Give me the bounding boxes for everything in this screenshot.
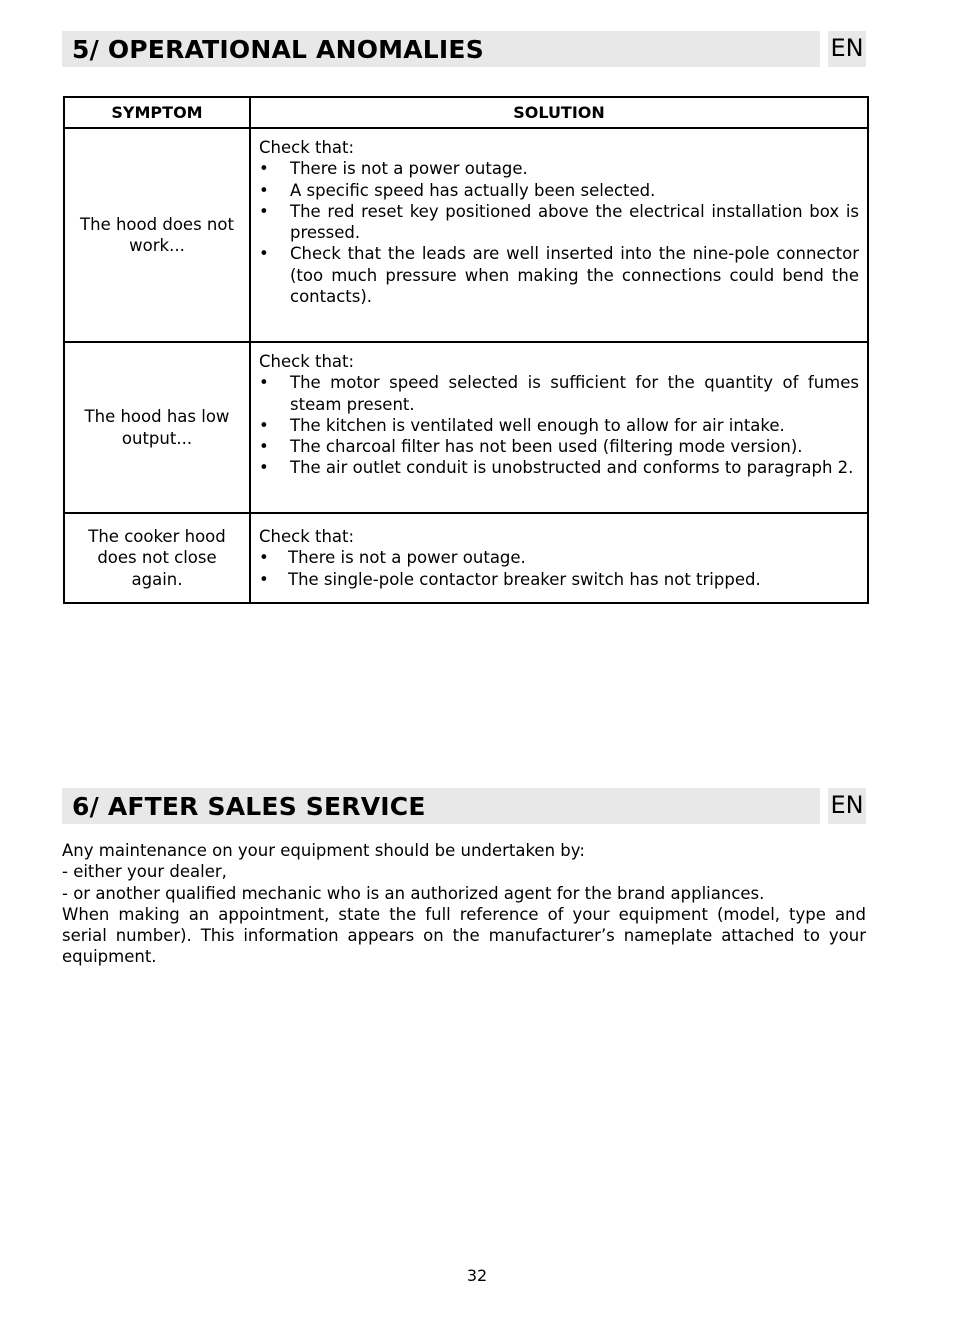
list-item: • The kitchen is ventilated well enough to allow for air intake. bbox=[259, 415, 859, 436]
section-title: 5/ OPERATIONAL ANOMALIES bbox=[62, 31, 820, 67]
symptom-column-header: SYMPTOM bbox=[64, 97, 250, 128]
list-item: • There is not a power outage. bbox=[259, 158, 859, 179]
solution-cell bbox=[250, 513, 868, 603]
solution-column-header: SOLUTION bbox=[250, 97, 868, 128]
section-header-operational-anomalies bbox=[62, 31, 866, 67]
text-line: - or another qualified mechanic who is an authorized agent for the brand appliances. bbox=[62, 883, 765, 903]
list-item: • A specific speed has actually been selected. bbox=[259, 180, 859, 201]
text-line: - either your dealer, bbox=[62, 862, 227, 882]
list-item: • Check that the leads are well inserted into the nine-pole connector (too much pressure when making the connections could bend the contacts). bbox=[259, 243, 859, 307]
table-row bbox=[64, 513, 868, 603]
symptom-cell: The cooker hood does not close again. bbox=[64, 513, 250, 603]
language-badge: EN bbox=[828, 31, 866, 67]
symptom-cell: The hood does not work... bbox=[64, 128, 250, 342]
check-intro: Check that: bbox=[259, 138, 355, 157]
table-row bbox=[64, 128, 868, 342]
language-badge: EN bbox=[828, 788, 866, 824]
solution-cell bbox=[250, 342, 868, 513]
list-item: • The single-pole contactor breaker switch has not tripped. bbox=[259, 569, 859, 590]
list-item: • The air outlet conduit is unobstructed and conforms to paragraph 2. bbox=[259, 457, 859, 478]
text-line: Any maintenance on your equipment should be undertaken by: bbox=[62, 841, 585, 860]
table-header-row bbox=[64, 97, 868, 128]
list-item: • There is not a power outage. bbox=[259, 547, 859, 568]
check-intro: Check that: bbox=[259, 352, 355, 371]
table-row bbox=[64, 342, 868, 513]
solution-cell bbox=[250, 128, 868, 342]
check-intro: Check that: bbox=[259, 527, 355, 547]
section-title: 6/ AFTER SALES SERVICE bbox=[62, 788, 820, 824]
page-number: 32 bbox=[466, 1266, 488, 1285]
solution-list bbox=[259, 372, 859, 478]
text-paragraph: When making an appointment, state the full reference of your equipment (model, type and serial number). This information appears on the manufacturer’s nameplate attached to your equipment. bbox=[62, 904, 866, 967]
solution-list bbox=[259, 158, 859, 307]
list-item: • The motor speed selected is sufficient for the quantity of fumes steam present. bbox=[259, 372, 859, 415]
list-item: • The red reset key positioned above the electrical installation box is pressed. bbox=[259, 201, 859, 244]
after-sales-text bbox=[62, 840, 866, 968]
solution-list bbox=[259, 547, 859, 590]
anomalies-table bbox=[63, 96, 869, 604]
symptom-cell: The hood has low output... bbox=[64, 342, 250, 513]
section-header-after-sales-service bbox=[62, 788, 866, 824]
list-item: • The charcoal filter has not been used (filtering mode version). bbox=[259, 436, 859, 457]
